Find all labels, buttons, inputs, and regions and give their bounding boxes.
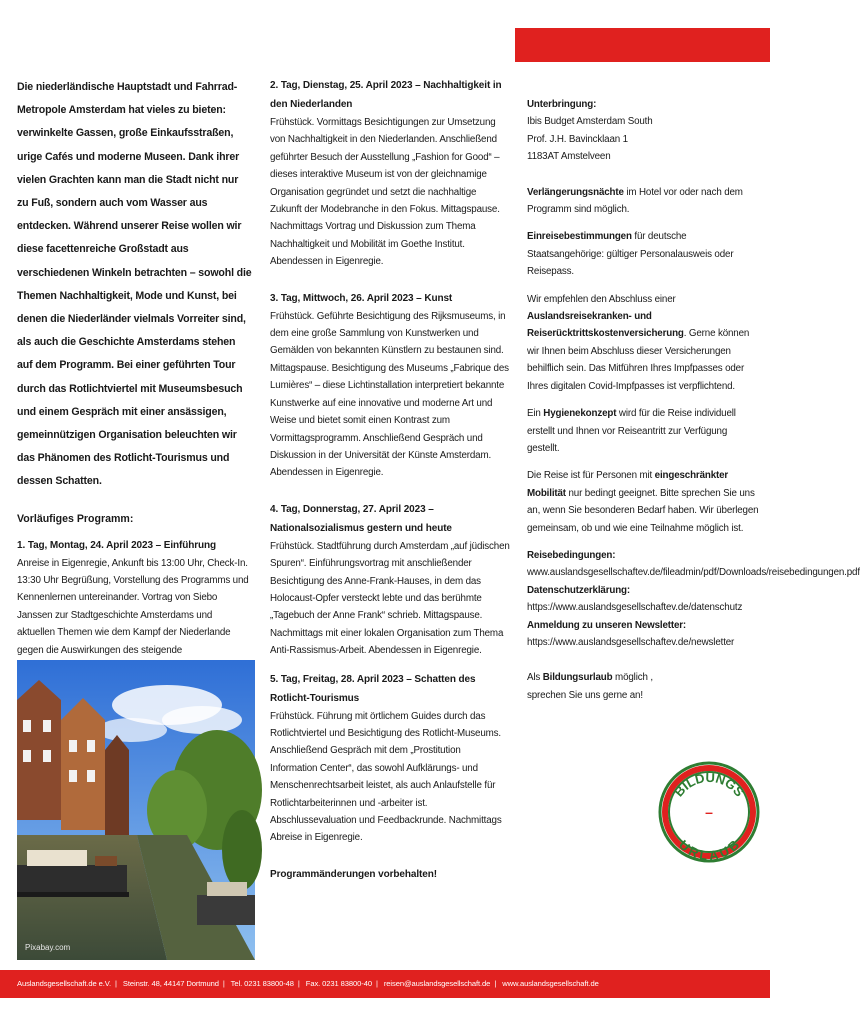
mobility-pre: Die Reise ist für Personen mit: [527, 470, 655, 482]
column-right: [527, 96, 860, 704]
accommodation-line: Ibis Budget Amsterdam South: [527, 116, 653, 128]
day-title: 4. Tag, Donnerstag, 27. April 2023 – Nationalsozialismus gestern und heute: [270, 503, 452, 534]
footer-org: Auslandsgesellschaft.de e.V.: [17, 979, 112, 988]
footer-fax: Fax. 0231 83800-40: [305, 979, 372, 988]
day-text: Frühstück. Führung mit örtlichem Guides durch das Rotlichtviertel und Besichtigung des Rotlicht-Museums. Anschließend Gespräch mit dem „Prostitution Information Center“, das sowohl Aufklärungs- und Menschenrechtsarbeit leistet, als auch Anlaufstelle für Rotlichtarbeiterinnen und -arbeiter ist. Abschlussevaluation und Feedbackrunde. Nachmittags Abreise in Eigenregie.: [270, 710, 502, 844]
hygiene-note: [527, 405, 762, 457]
education-leave-pre: Als: [527, 672, 543, 684]
day-text: Frühstück. Geführte Besichtigung des Rijksmuseums, in dem eine große Sammlung von Kunstwerken und Gemälden von bekannten Künstlern zu bestaunen sind. Mittagspause. Besichtigung des Museums „Fabrique des Lumières“ – diese Lichtinstallation interpretiert bekannte Kunstwerke auf eine innovative und moderne Art und Weise und bietet somit einen Kontrast zum Vormittagsprogramm. Anschließend Gespräch und Diskussion in der Universität der Künste Amsterdam.: [270, 310, 509, 461]
conditions-bold: Reisebedingungen:: [527, 549, 616, 561]
day-text: Anreise in Eigenregie, Ankunft bis 13:00 Uhr, Check-In. 13:30 Uhr Begrüßung, Vorstellung des Programms und Kennenlernen untereinander. Vortrag von Siebo Janssen zur Stadtgeschichte Amsterdams und aktuellen Themen wie dem Kampf der Niederlande gegen die Auswirkungen des steigende: [17, 557, 249, 656]
day-title: 2. Tag, Dienstag, 25. April 2023 – Nachhaltigkeit in den Niederlanden: [270, 80, 502, 110]
program-heading: Vorläufiges Programm:: [17, 512, 134, 525]
day-title: 1. Tag, Montag, 24. April 2023 – Einführung: [17, 539, 217, 551]
hygiene-post: wird für die Reise individuell erstellt und Ihnen vor Reiseantritt zur Verfügung gestellt.: [527, 408, 736, 454]
travel-conditions: [527, 547, 860, 582]
day-2: [270, 76, 510, 271]
mobility-post: nur bedingt geeignet. Bitte sprechen Sie uns an, wenn Sie besonderen Bedarf haben. Wir überlegen gemeinsam, ob und wie eine Teilnahme möglich ist.: [527, 487, 759, 534]
day-4: [270, 500, 510, 660]
newsletter-link[interactable]: https://www.auslandsgesellschaftev.de/newsletter: [527, 636, 735, 648]
footer-phone[interactable]: Tel. 0231 83800-48: [230, 979, 294, 988]
photo-credit: Pixabay.com: [25, 943, 71, 952]
extension-nights: [527, 184, 762, 219]
insurance-note: [527, 291, 762, 395]
footer-address: Steinstr. 48, 44147 Dortmund: [122, 979, 219, 988]
column-left: [17, 76, 252, 694]
footer-separator: |: [494, 979, 497, 988]
entry-text: für deutsche Staatsangehörige: gültiger Personalausweis oder Reisepass.: [527, 231, 734, 278]
privacy-link[interactable]: https://www.auslandsgesellschaftev.de/datenschutz: [527, 602, 743, 614]
education-leave-bold: Bildungsurlaub: [542, 672, 613, 684]
day-text: Frühstück. Vormittags Besichtigungen zur Umsetzung von Nachhaltigkeit in den Niederlanden. Anschließend geführter Besuch der Ausstellung „Fashion for Good“ – dieses interaktive Museum ist von der gleichnamige Organisation gegründet und setzt die nachhaltige Zukunft der Modebranche in den Fokus. Mittagspause. Nachmittags Vortrag und Diskussion zum Thema Nachhaltigkeit und Mobilität im Goethe Institut. Abendessen in Eigenregie.: [270, 117, 500, 268]
hygiene-pre: Ein: [527, 408, 544, 420]
mobility-note: [527, 467, 762, 537]
canal-illustration: [17, 660, 255, 960]
insurance-bold: Auslandsreisekranken- und Reiserücktrittskostenversicherung: [527, 311, 684, 340]
program-changes-note: Programmänderungen vorbehalten!: [270, 868, 437, 880]
education-leave-post: möglich , sprechen Sie uns gerne an!: [527, 672, 653, 701]
extension-text: im Hotel vor oder nach dem Programm sind möglich.: [527, 186, 743, 216]
day-title: 3. Tag, Mittwoch, 26. April 2023 – Kunst: [270, 292, 453, 304]
day-3: [270, 289, 510, 482]
accommodation-line: Prof. J.H. Bavincklaan 1: [527, 133, 628, 145]
day-5: [270, 670, 510, 847]
footer-website[interactable]: www.auslandsgesellschaft.de: [502, 979, 599, 988]
footer-email[interactable]: reisen@auslandsgesellschaft.de: [383, 979, 491, 988]
accommodation-line: 1183AT Amstelveen: [527, 151, 611, 163]
badge-dash: –: [705, 804, 713, 820]
amsterdam-canal-photo: [17, 660, 255, 960]
badge-icon: [657, 760, 761, 864]
footer-separator: |: [222, 979, 225, 988]
intro-text: Die niederländische Hauptstadt und Fahrrad-Metropole Amsterdam hat vieles zu bieten: verwinkelte Gassen, große Einkaufsstraßen, urige Cafés und moderne Museen. Dank ihrer vielen Grachten kann man die Stadt nicht nur zu Fuß, sondern auch vom Wasser aus entdecken. Während unserer Reise wollen wir diese facettenreiche Großstadt aus verschiedenen Winkeln betrachten – sowohl die Themen Nachhaltigkeit, Mode und Kunst, bei denen die Niederländer vielmals Vorreiter sind, als auch die Geschichte Amsterdams stehen auf dem Programm. Bei einer geführten Tour durch das Rotlichtviertel mit Museumsbesuch und einem Gespräch mit einer ansässigen, gemeinnützigen Organisation beleuchten wir das Phänomen des Rotlicht-Tourismus und dessen Schatten.: [17, 81, 252, 488]
education-leave-note: [527, 669, 677, 704]
hygiene-bold: Hygienekonzept: [543, 408, 617, 420]
bildungsurlaub-badge: [657, 760, 761, 864]
entry-bold: Einreisebestimmungen: [527, 231, 632, 243]
footer-bar: [0, 970, 770, 998]
footer-separator: |: [375, 979, 378, 988]
footer-separator: |: [115, 979, 117, 988]
accommodation-heading: Unterbringung:: [527, 99, 597, 110]
privacy-heading: Datenschutzerklärung:: [527, 584, 631, 596]
column-middle: [270, 76, 510, 884]
extension-bold: Verlängerungsnächte: [527, 186, 624, 198]
badge-text-bottom: URLAUB: [676, 836, 742, 863]
newsletter-heading: Anmeldung zu unseren Newsletter:: [527, 619, 687, 631]
day-title: 5. Tag, Freitag, 28. April 2023 – Schatten des Rotlicht-Tourismus: [270, 673, 476, 704]
entry-requirements: [527, 228, 762, 280]
insurance-pre: Wir empfehlen den Abschluss einer: [527, 293, 676, 305]
day-text: Frühstück. Stadtführung durch Amsterdam „auf jüdischen Spuren“. Einführungsvortrag mit anschließender Besichtigung des Anne-Frank-Hauses, in dem das Holocaust-Opfer versteckt lebte und das berühmte „Tagebuch der Anne Frank“ schrieb. Mittagspause. Nachmittags mit einer lokalen Organisation zum Thema Anti-Rassismus-Arbeit. Abendessen in Eigenregie.: [270, 540, 510, 657]
day-text-closing: Abendessen in Eigenregie.: [270, 467, 384, 479]
footer-separator: |: [297, 979, 300, 988]
header-accent-bar: [515, 28, 770, 62]
insurance-post: . Gerne können wir Ihnen beim Abschluss dieser Versicherungen behilflich sein. Das Mitführen Ihres Impfpasses oder Ihres digitalen Covid-Impfpasses ist verpflichtend.: [527, 328, 750, 392]
conditions-link[interactable]: www.auslandsgesellschaftev.de/fileadmin/pdf/Downloads/reisebedingungen.pdf: [527, 567, 860, 579]
badge-text-top: BILDUNGS: [671, 769, 748, 800]
mobility-bold: eingeschränkter Mobilität: [527, 470, 729, 499]
